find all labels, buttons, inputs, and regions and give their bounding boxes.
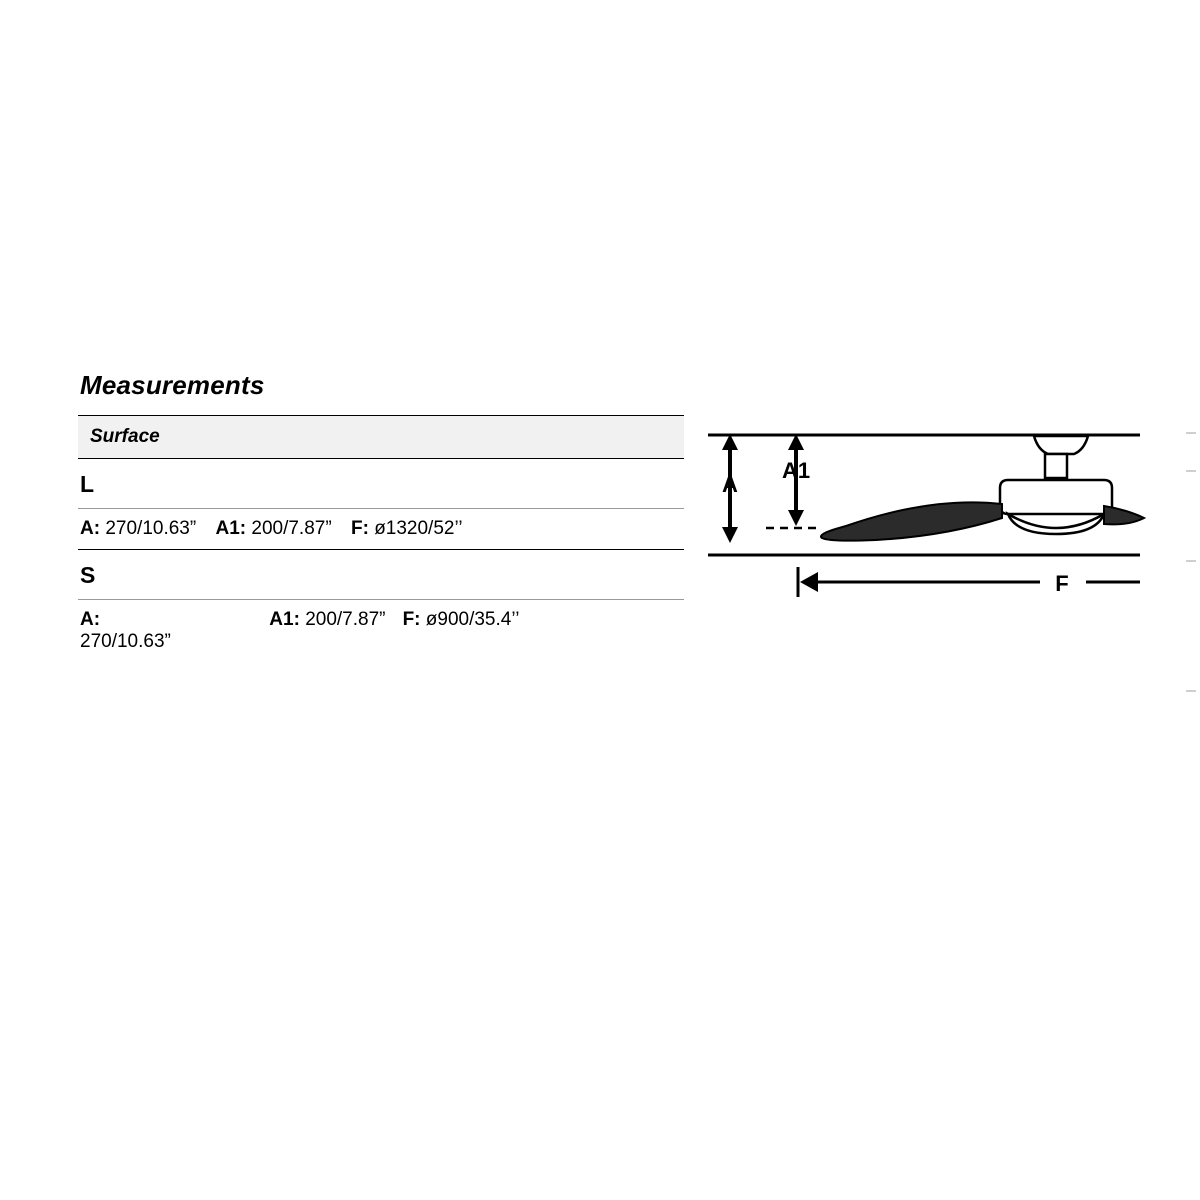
motor-housing-shape: [1000, 480, 1112, 514]
variant-label-s: S: [78, 550, 684, 600]
canopy-shape: [1034, 436, 1088, 454]
dimension-key: A:: [80, 609, 101, 630]
measurements-table: [78, 415, 684, 662]
section-header-label: Surface: [78, 416, 684, 459]
dimension-f-l: [351, 518, 463, 540]
diagram-label-f: F: [1055, 571, 1069, 596]
downrod-shape: [1045, 454, 1067, 478]
dimension-a1-l: [215, 518, 331, 540]
fan-blade-right-shape: [1104, 506, 1144, 524]
dimension-key: A1:: [269, 609, 300, 630]
page-edge-mark: [1186, 560, 1196, 562]
dimension-value: 270/10.63”: [80, 631, 171, 652]
dimension-arrow-f: [798, 567, 1140, 597]
dimension-f-s: [403, 609, 520, 631]
dimensions-cell-l: [78, 509, 684, 550]
dimension-value: 200/7.87”: [251, 518, 332, 539]
fan-illustration: [821, 436, 1144, 541]
table-row-variant-l: [78, 459, 684, 509]
dimension-a-l: [80, 518, 196, 540]
dimension-value: ø900/35.4’’: [425, 609, 520, 630]
dimension-key: A:: [80, 518, 101, 539]
measurement-diagram: [690, 420, 1160, 620]
dimension-key: F:: [402, 609, 421, 630]
fan-blade-shape: [821, 502, 1002, 540]
dimension-key: A1:: [215, 518, 247, 539]
table-row-variant-s: [78, 550, 684, 600]
dimension-a-s: [80, 609, 264, 653]
page-edge-mark: [1186, 690, 1196, 692]
page-title: Measurements: [80, 370, 265, 400]
page-edge-mark: [1186, 432, 1196, 434]
dimension-value: ø1320/52’’: [374, 518, 463, 539]
table-row-dims-s: [78, 600, 684, 663]
dimension-key: F:: [350, 518, 369, 539]
page-edge-mark: [1186, 470, 1196, 472]
table-row-dims-l: [78, 509, 684, 550]
dimension-value: 200/7.87”: [305, 609, 386, 630]
light-cover-shape: [1008, 514, 1104, 534]
dimension-value: 270/10.63”: [105, 518, 197, 539]
dimension-a1-s: [269, 609, 397, 631]
table-section-header-row: [78, 416, 684, 459]
dimensions-cell-s: [78, 600, 684, 663]
diagram-label-a: A: [722, 472, 738, 497]
variant-label-l: L: [78, 459, 684, 509]
diagram-label-a1: A1: [781, 458, 811, 483]
